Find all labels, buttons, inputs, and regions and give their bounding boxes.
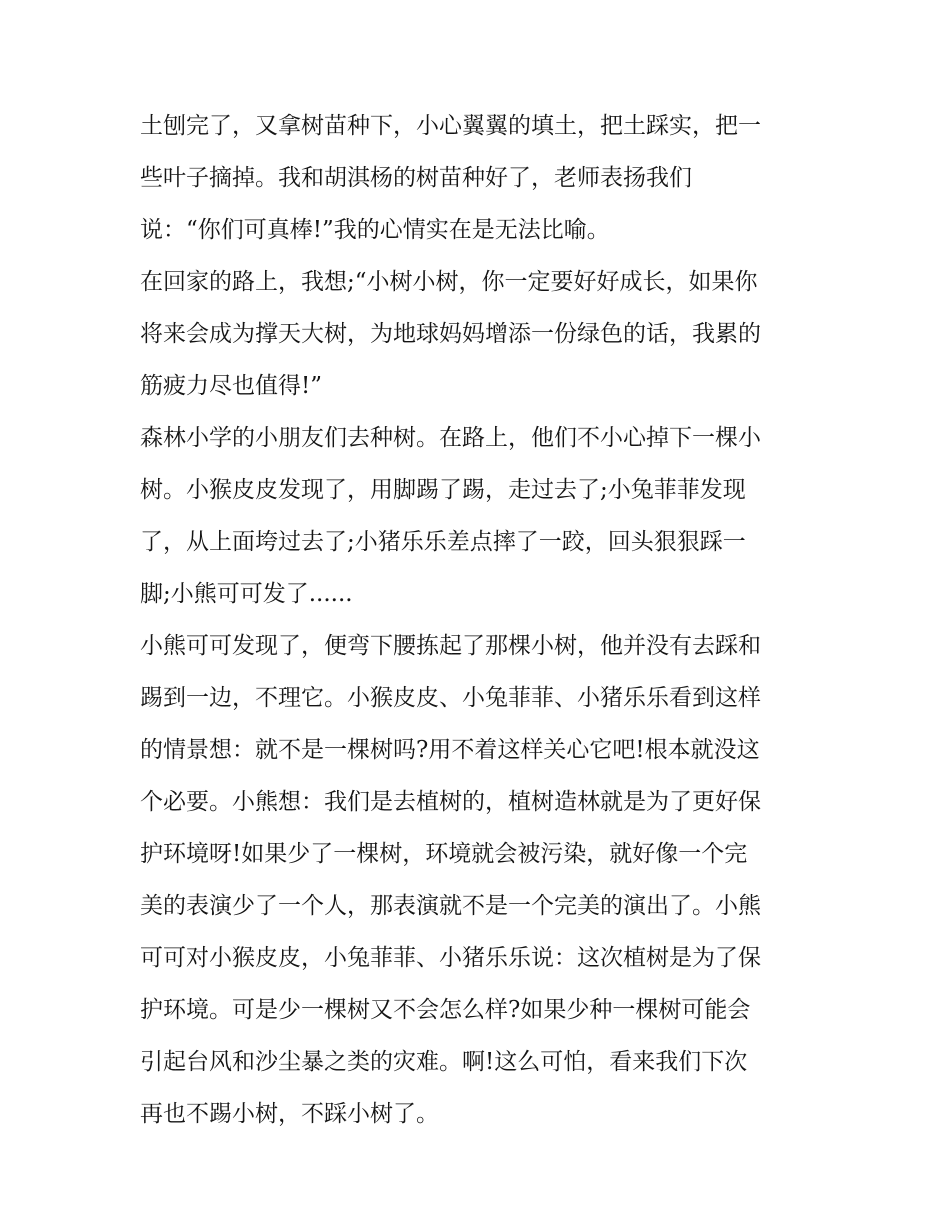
text-line: 美的表演少了一个人，那表演就不是一个完美的演出了。小熊 <box>140 893 761 919</box>
text-line: 护环境呀!如果少了一棵树，环境就会被污染，就好像一个完 <box>140 841 748 867</box>
text-line: 在回家的路上，我想;“小树小树，你一定要好好成长，如果你 <box>140 269 758 295</box>
text-line: 了，从上面垮过去了;小猪乐乐差点摔了一跤，回头狠狠踩一 <box>140 529 746 555</box>
text-line: 的情景想：就不是一棵树吗?用不着这样关心它吧!根本就没这 <box>140 737 760 763</box>
text-line: 脚;小熊可可发了...... <box>140 581 353 607</box>
text-line: 个必要。小熊想：我们是去植树的，植树造林就是为了更好保 <box>140 789 761 815</box>
text-line: 再也不踢小树，不踩小树了。 <box>140 1101 439 1127</box>
document-body <box>140 100 820 1140</box>
text-line: 引起台风和沙尘暴之类的灾难。啊!这么可怕，看来我们下次 <box>140 1049 748 1075</box>
text-line: 土刨完了，又拿树苗种下，小心翼翼的填土，把土踩实，把一 <box>140 113 761 139</box>
text-line: 踢到一边，不理它。小猴皮皮、小兔菲菲、小猪乐乐看到这样 <box>140 685 761 711</box>
text-line: 将来会成为撑天大树，为地球妈妈增添一份绿色的话，我累的 <box>140 321 761 347</box>
text-line: 说：“你们可真棒!”我的心情实在是无法比喻。 <box>140 217 610 243</box>
text-line: 护环境。可是少一棵树又不会怎么样?如果少种一棵树可能会 <box>140 997 751 1023</box>
text-line: 些叶子摘掉。我和胡淇杨的树苗种好了，老师表扬我们 <box>140 165 692 191</box>
text-line: 树。小猴皮皮发现了，用脚踢了踢，走过去了;小兔菲菲发现 <box>140 477 746 503</box>
text-line: 可可对小猴皮皮，小兔菲菲、小猪乐乐说：这次植树是为了保 <box>140 945 761 971</box>
text-line: 筋疲力尽也值得!” <box>140 373 323 399</box>
text-line: 小熊可可发现了，便弯下腰拣起了那棵小树，他并没有去踩和 <box>140 633 761 659</box>
text-line: 森林小学的小朋友们去种树。在路上，他们不小心掉下一棵小 <box>140 425 761 451</box>
